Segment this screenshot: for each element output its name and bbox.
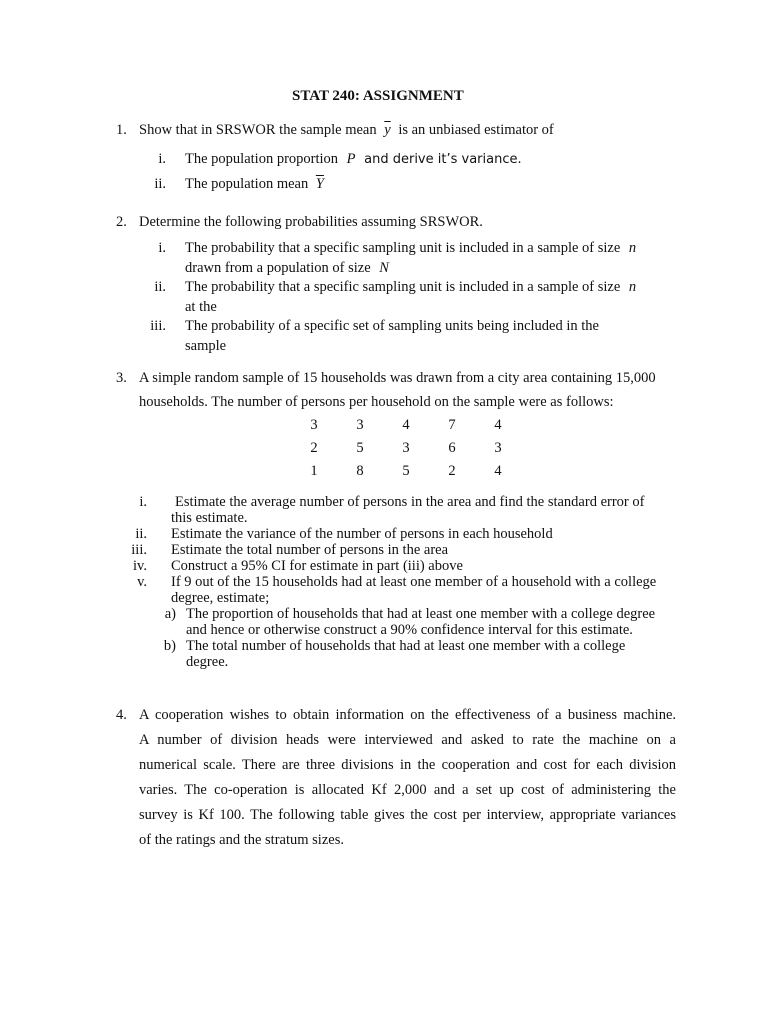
q3-item-line: If 9 out of the 15 households had at least one member of a household with a college — [171, 574, 657, 590]
q3-item-line: this estimate. — [171, 510, 248, 526]
table-cell: 3 — [402, 440, 410, 456]
q2-item-line: The probability of a specific set of sampling units being included in the — [185, 318, 599, 334]
q2-item-line — [185, 260, 389, 277]
q3-text-line: households. The number of persons per household on the sample were as follows: — [139, 394, 614, 410]
household-size-table — [291, 414, 521, 483]
table-row — [291, 460, 521, 483]
q2-item-text: drawn from a population of size — [185, 260, 371, 276]
q2-item-number: ii. — [154, 279, 166, 295]
q2-item-number: iii. — [150, 318, 166, 334]
q3-number: 3. — [116, 370, 127, 386]
q1-number: 1. — [116, 122, 127, 138]
q1-item-text: The population mean — [185, 176, 309, 192]
table-cell: 3 — [494, 440, 502, 456]
q1-item — [185, 176, 324, 193]
table-cell: 2 — [310, 440, 318, 456]
table-cell: 5 — [356, 440, 364, 456]
q3-subitem-line: and hence or otherwise construct a 90% confidence interval for this estimate. — [186, 622, 633, 638]
q1-item-number: ii. — [154, 176, 166, 192]
q3-subitem-number: b) — [163, 638, 176, 654]
sample-mean-symbol: $\overline{y}$ — [384, 122, 391, 138]
sample-size-symbol: n — [628, 279, 637, 295]
q4-text-line: of the ratings and the stratum sizes. — [139, 832, 344, 848]
q3-item-number: ii. — [135, 526, 147, 542]
q3-item-number: iii. — [131, 542, 147, 558]
q2-item-number: i. — [158, 240, 166, 256]
q3-item-number: i. — [139, 494, 147, 510]
table-row — [291, 414, 521, 437]
table-cell: 4 — [402, 417, 410, 433]
q4-text-line: A cooperation wishes to obtain information on the effectiveness of a business machine. — [139, 707, 676, 723]
q1-item-text: The population proportion — [185, 151, 339, 167]
page-title: STAT 240: ASSIGNMENT — [292, 88, 464, 104]
q1-text-end: is an unbiased estimator of — [398, 122, 554, 138]
q3-item-number: v. — [137, 574, 147, 590]
q4-text-line: numerical scale. There are three divisions in the cooperation and cost for each division — [139, 757, 676, 773]
q3-subitem-line: degree. — [186, 654, 229, 670]
q1-text — [139, 122, 554, 139]
q3-text-line: A simple random sample of 15 households was drawn from a city area containing 15,000 — [139, 370, 656, 386]
q2-text: Determine the following probabilities assuming SRSWOR. — [139, 214, 483, 230]
q3-subitem-line: The proportion of households that had at least one member with a college degree — [186, 606, 656, 622]
q2-item-line: at the — [185, 299, 217, 315]
q4-text-line: survey is Kf 100. The following table gives the cost per interview, appropriate variances — [139, 807, 676, 823]
q2-item-line — [185, 279, 636, 296]
q4-text-line: A number of division heads were interviewed and asked to rate the machine on a — [139, 732, 676, 748]
q4-number: 4. — [116, 707, 127, 723]
table-cell: 4 — [494, 417, 502, 433]
q1-text-start: Show that in SRSWOR the sample mean — [139, 122, 377, 138]
table-cell: 8 — [356, 463, 364, 479]
q4-text-line: varies. The co-operation is allocated Kf 2,000 and a set up cost of administering the — [139, 782, 676, 798]
table-cell: 4 — [494, 463, 502, 479]
table-cell: 3 — [356, 417, 364, 433]
q2-item-text: The probability that a specific sampling unit is included in a sample of size — [185, 279, 621, 295]
q2-item-text: The probability that a specific sampling unit is included in a sample of size — [185, 240, 621, 256]
q2-item-line: sample — [185, 338, 227, 354]
table-cell: 6 — [448, 440, 456, 456]
population-size-symbol: N — [379, 260, 389, 276]
q3-subitem-line: The total number of households that had at least one member with a college — [186, 638, 626, 654]
population-proportion-symbol: P — [346, 151, 356, 167]
q3-item-line: Estimate the average number of persons in the area and find the standard error of — [175, 494, 645, 510]
q3-item-number: iv. — [133, 558, 147, 574]
q1-item — [185, 151, 522, 168]
table-cell: 1 — [310, 463, 318, 479]
table-cell: 3 — [310, 417, 318, 433]
q3-subitem-number: a) — [164, 606, 176, 622]
table-cell: 7 — [448, 417, 456, 433]
q3-item-line: Estimate the total number of persons in the area — [171, 542, 449, 558]
q3-item-line: degree, estimate; — [171, 590, 270, 606]
population-mean-symbol: $\overline{Y}$ — [315, 176, 324, 192]
q1-item-number: i. — [158, 151, 166, 167]
q2-number: 2. — [116, 214, 127, 230]
q1-item-suffix: and derive it’s variance. — [364, 152, 522, 167]
sample-size-symbol: n — [628, 240, 637, 256]
q3-item-line: Estimate the variance of the number of persons in each household — [171, 526, 553, 542]
table-row — [291, 437, 521, 460]
table-cell: 5 — [402, 463, 410, 479]
table-cell: 2 — [448, 463, 456, 479]
q2-item-line — [185, 240, 636, 257]
q3-item-line: Construct a 95% CI for estimate in part (iii) above — [171, 558, 463, 574]
